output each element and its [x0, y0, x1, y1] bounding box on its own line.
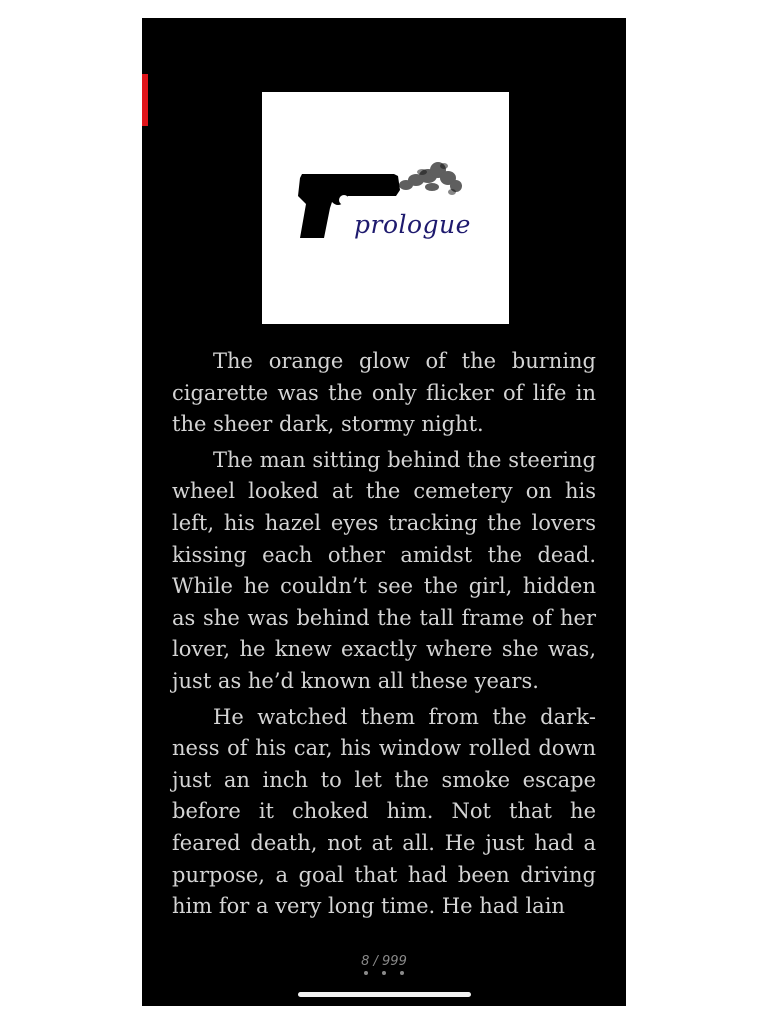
chapter-header-image: [262, 92, 509, 324]
page-dots: [354, 971, 414, 977]
pistol-smoke-icon: [262, 92, 509, 324]
page-dot: [400, 971, 404, 975]
paragraph: The orange glow of the burning cigarette was the only flicker of life in the sheer dark, stormy night.: [172, 349, 596, 437]
paragraph: The man sitting behind the steering wheel looked at the cemetery on his left, his hazel eyes tracking the lovers kissing each other amidst the dead. While he couldn’t see the girl, hidden as she was behind the tall frame of her lover, he knew exactly where she was, just as he’d known all these years.: [172, 447, 596, 693]
chapter-title-script: prologue: [354, 210, 471, 239]
page-indicator: 8 / 999: [361, 954, 407, 969]
bookmark-ribbon-icon[interactable]: [142, 74, 148, 126]
reader-screen: [142, 18, 626, 1006]
page-dot: [364, 971, 368, 975]
home-indicator[interactable]: [298, 992, 471, 997]
reading-text: [172, 346, 596, 927]
paragraph: He watched them from the darkness of his car, his window rolled down just an inch to let the smoke escape before it choked him. Not that he feared death, not at all. He just had a purpose, a goal that had been driving him for a very long time. He had lain: [172, 704, 596, 919]
page-dot: [382, 971, 386, 975]
